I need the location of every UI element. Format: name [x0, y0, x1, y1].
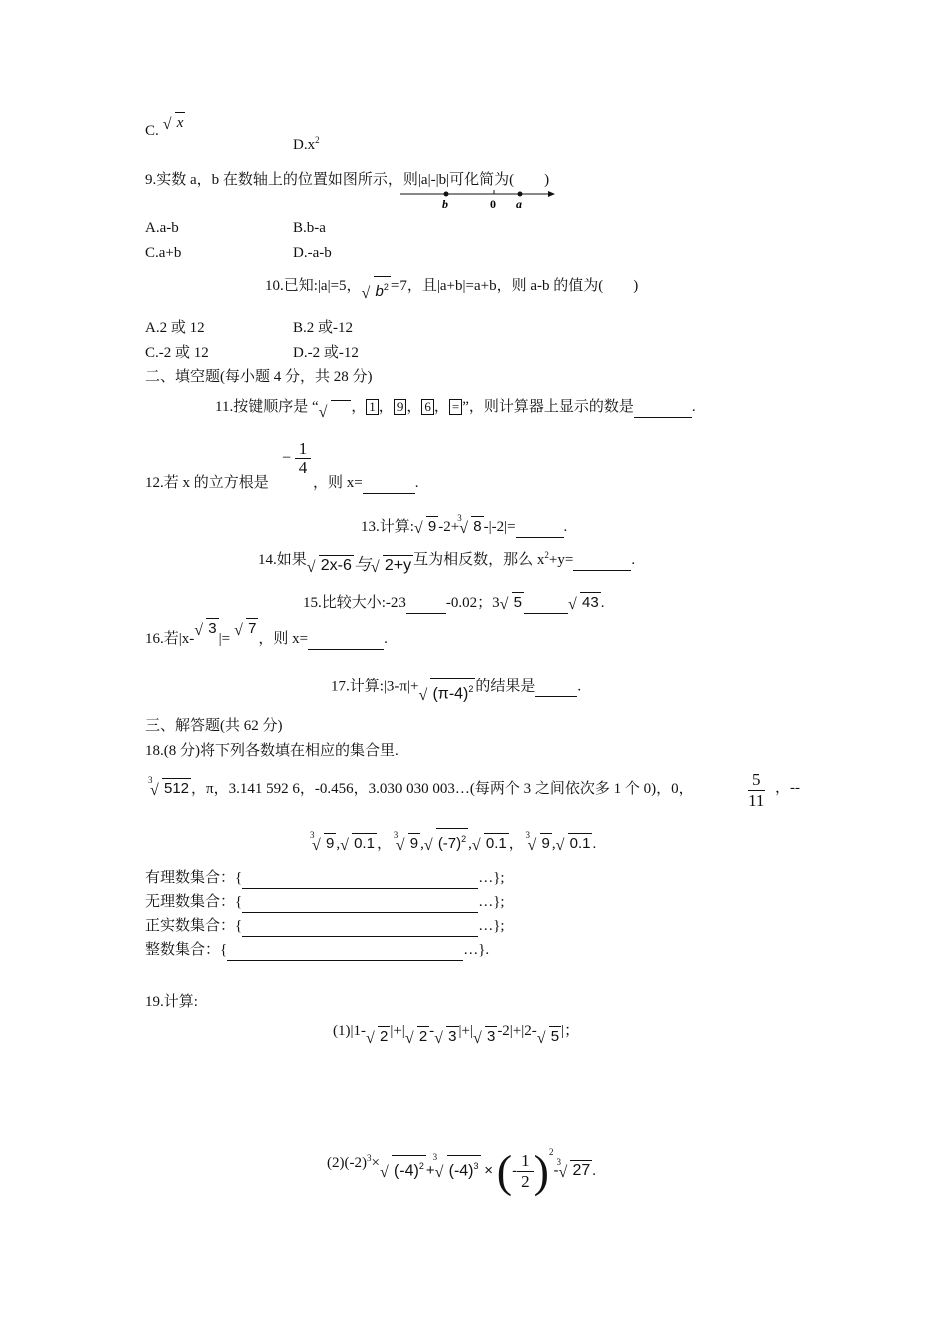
- q18-fraction: $\frac{5}{11}$: [748, 770, 765, 810]
- sqrt-key-icon: √: [318, 404, 328, 421]
- q12-fraction: − $\frac{1}{4}$: [282, 440, 311, 477]
- q19-part-1: (1)|1- √ 2 |+| √ 2 - √ 3 |+| √ 3 -2|+|2- √ 5 |；: [333, 1023, 580, 1047]
- q16: 16.若|x- √ 3|= √ 7，则 x= .: [145, 628, 388, 650]
- q19-stem: 19.计算:: [145, 994, 198, 1010]
- key-9: 9: [394, 399, 407, 415]
- set-positive-real: 正实数集合：{ …};: [145, 916, 505, 937]
- set-rational: 有理数集合：{ …};: [145, 868, 505, 889]
- q18-stem: 18.(8 分)将下列各数填在相应的集合里.: [145, 743, 399, 759]
- q13: 13.计算: √ 9 -2+ 3 √ 8 -|-2|= .: [361, 513, 568, 537]
- label-b: b: [442, 197, 448, 210]
- q18-tail: ，--: [775, 780, 800, 796]
- q19-part-2: $(2)(-2)^3\times$ √ $(-4)^2$ + 3 √ $(-4)^3$ × (- $\frac{1}{2}$ )$^2$- 3 √ 27 .: [327, 1145, 596, 1197]
- number-line-figure: [398, 186, 558, 210]
- q17: 17.计算:|3-π|+ √ $(\pi-4)^2$ 的结果是 .: [331, 678, 582, 705]
- q10-stem: 10.已知:|a|=5， √ $b^2 =7$，且|a+b|=a+b，则 a-b 的值为( ): [265, 278, 639, 302]
- key-equals: =: [449, 399, 462, 415]
- q9-stem: 9.实数 a，b 在数轴上的位置如图所示，则|a|-|b|可化简为( ): [145, 172, 550, 188]
- q9-option-a: A.a-b: [145, 220, 179, 236]
- option-c: C. √ x: [145, 120, 185, 141]
- q9-option-d: D.-a-b: [293, 245, 332, 261]
- q10-option-c: C.-2 或 12: [145, 345, 209, 361]
- q9-option-b: B.b-a: [293, 220, 326, 236]
- set-irrational: 无理数集合：{ …};: [145, 892, 505, 913]
- key-6: 6: [421, 399, 434, 415]
- label-a: a: [516, 197, 522, 210]
- option-d: $D.x^2$: [293, 135, 320, 153]
- q15: 15.比较大小:-23 -0.02；3 √ 5 √ 43 .: [303, 594, 605, 613]
- q10-option-b: B.2 或-12: [293, 320, 354, 336]
- q9-option-c: C.a+b: [145, 245, 182, 261]
- q18-number-list: 3 √ 512 ，π，3.141 592 6，-0.456，3.030 030 003…(每两个 3 之间依次多 1 个 0)，0，: [148, 775, 694, 799]
- q12-tail: ，则 x= .: [313, 473, 418, 494]
- section-2-heading: 二、填空题(每小题 4 分，共 28 分): [145, 369, 373, 385]
- q12-stem: 12.若 x 的立方根是: [145, 475, 269, 491]
- label-zero: 0: [490, 197, 496, 210]
- point-b: [444, 192, 449, 197]
- q10-option-a: A.2 或 12: [145, 320, 205, 336]
- q11: 11.按键顺序是 “ √ ， 1 ， 9 ， 6 ， = ”，则计算器上显示的数是 .: [215, 399, 696, 421]
- arrow-icon: [548, 191, 555, 197]
- section-3-heading: 三、解答题(共 62 分): [145, 718, 283, 734]
- key-1: 1: [366, 399, 379, 415]
- q10-option-d: D.-2 或-12: [293, 345, 359, 361]
- q18-roots-line: 3 √ 9 , √ 0.1 ， 3 √ 9 , √ $(-7)^2$ , √ 0.1 ， 3 √ 9 , √ 0.1 .: [310, 830, 597, 854]
- q14: 14.如果 √ 2x-6 与 √ 2+y 互为相反数，那么 $x^2+y=$ .: [258, 550, 636, 576]
- point-a: [518, 192, 523, 197]
- set-integer: 整数集合：{ …}.: [145, 940, 489, 961]
